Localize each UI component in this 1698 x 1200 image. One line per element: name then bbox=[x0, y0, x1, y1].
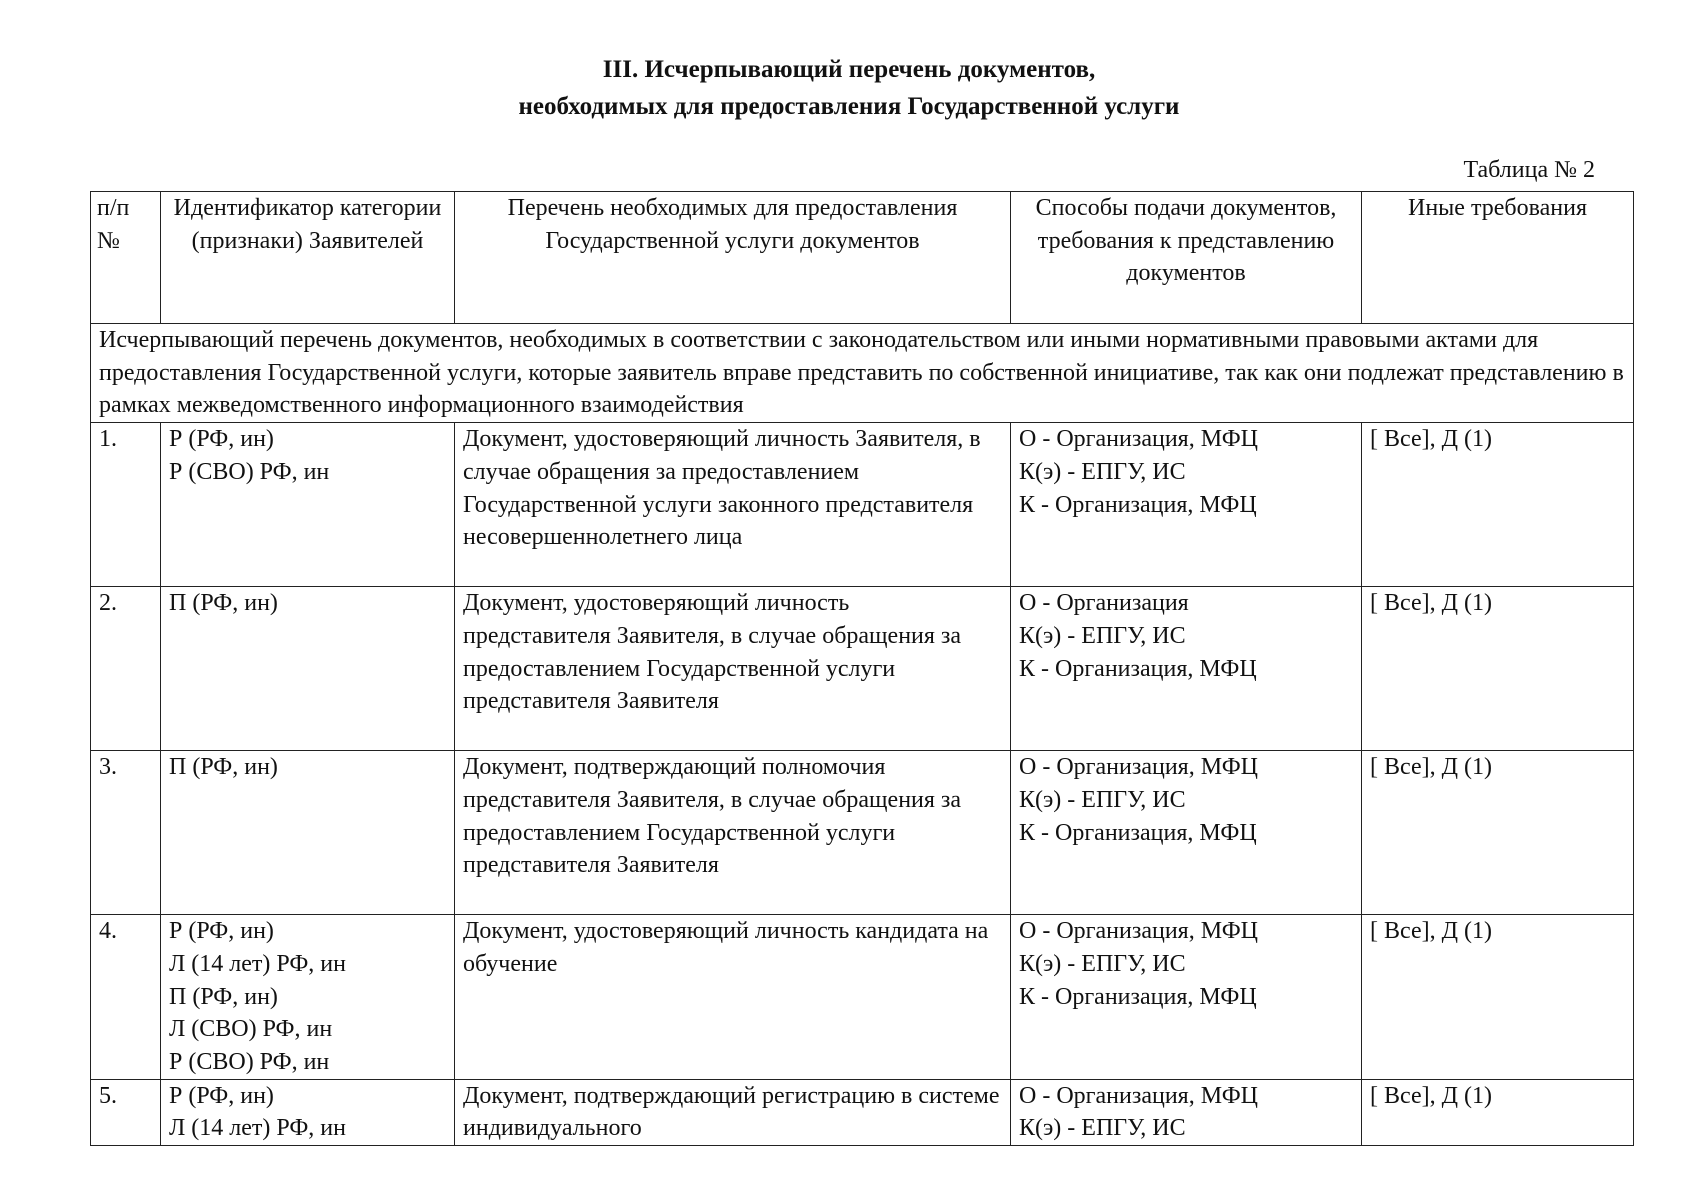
category-line: Л (14 лет) РФ, ин bbox=[169, 1115, 346, 1142]
row-category bbox=[161, 423, 455, 587]
header-other bbox=[1362, 192, 1634, 324]
row-document: Документ, удостоверяющий личность Заявителя, в случае обращения за предоставлением Государственной услуги законного представителя несовершеннолетнего лица bbox=[455, 423, 1011, 587]
category-line: Р (РФ, ин) bbox=[169, 1082, 274, 1109]
table-row bbox=[91, 587, 1634, 751]
category-line: Л (СВО) РФ, ин bbox=[169, 1016, 333, 1043]
category-line: Р (СВО) РФ, ин bbox=[169, 458, 330, 485]
row-category bbox=[161, 751, 455, 915]
row-number: 2. bbox=[91, 587, 161, 751]
table-row bbox=[91, 915, 1634, 1080]
header-documents bbox=[455, 192, 1011, 324]
header-documents-text: Перечень необходимых для предоставления Государственной услуги документов bbox=[507, 195, 958, 254]
category-line: П (РФ, ин) bbox=[169, 983, 278, 1010]
header-number bbox=[91, 192, 161, 324]
category-line: Р (СВО) РФ, ин bbox=[169, 1048, 330, 1075]
table-row bbox=[91, 751, 1634, 915]
method-line: К(э) - ЕПГУ, ИС bbox=[1019, 950, 1186, 977]
category-line: Р (РФ, ин) bbox=[169, 426, 274, 453]
row-methods bbox=[1011, 587, 1362, 751]
row-methods bbox=[1011, 915, 1362, 1080]
row-document: Документ, подтверждающий полномочия представителя Заявителя, в случае обращения за предоставлением Государственной услуги представителя Заявителя bbox=[455, 751, 1011, 915]
section-note-row bbox=[91, 324, 1634, 423]
row-document: Документ, удостоверяющий личность кандидата на обучение bbox=[455, 915, 1011, 1080]
table-header-row bbox=[91, 192, 1634, 324]
method-line: К - Организация, МФЦ bbox=[1019, 819, 1257, 846]
header-category-text: Идентификатор категории (признаки) Заявителей bbox=[173, 195, 442, 254]
section-title-line-2: необходимых для предоставления Государственной услуги bbox=[518, 93, 1180, 120]
method-line: К(э) - ЕПГУ, ИС bbox=[1019, 458, 1186, 485]
header-number-line-2: № bbox=[97, 227, 120, 254]
method-line: О - Организация, МФЦ bbox=[1019, 426, 1259, 453]
row-document: Документ, удостоверяющий личность представителя Заявителя, в случае обращения за предоставлением Государственной услуги представителя Заявителя bbox=[455, 587, 1011, 751]
header-number-line-1: п/п bbox=[97, 195, 130, 221]
row-number: 4. bbox=[91, 915, 161, 1080]
method-line: О - Организация, МФЦ bbox=[1019, 918, 1259, 945]
method-line: О - Организация, МФЦ bbox=[1019, 754, 1259, 781]
row-methods bbox=[1011, 423, 1362, 587]
row-category bbox=[161, 587, 455, 751]
method-line: К - Организация, МФЦ bbox=[1019, 491, 1257, 518]
method-line: К - Организация, МФЦ bbox=[1019, 655, 1257, 682]
category-line: Л (14 лет) РФ, ин bbox=[169, 950, 346, 977]
row-other: [ Все], Д (1) bbox=[1362, 587, 1634, 751]
header-methods-text: Способы подачи документов, требования к представлению документов bbox=[1035, 195, 1337, 287]
row-category bbox=[161, 1079, 455, 1145]
row-number: 1. bbox=[91, 423, 161, 587]
row-other: [ Все], Д (1) bbox=[1362, 423, 1634, 587]
section-note: Исчерпывающий перечень документов, необходимых в соответствии с законодательством или иными нормативными правовыми актами для предоставления Государственной услуги, которые заявитель вправе представить по собственной инициативе, так как они подлежат представлению в рамках межведомственного информационного взаимодействия bbox=[91, 324, 1634, 423]
method-line: К(э) - ЕПГУ, ИС bbox=[1019, 1115, 1186, 1142]
row-document: Документ, подтверждающий регистрацию в системе индивидуального bbox=[455, 1079, 1011, 1145]
method-line: К(э) - ЕПГУ, ИС bbox=[1019, 622, 1186, 649]
table-row bbox=[91, 423, 1634, 587]
row-other: [ Все], Д (1) bbox=[1362, 751, 1634, 915]
section-title-line-1: III. Исчерпывающий перечень документов, bbox=[602, 56, 1096, 83]
row-number: 5. bbox=[91, 1079, 161, 1145]
header-methods bbox=[1011, 192, 1362, 324]
category-line: П (РФ, ин) bbox=[169, 754, 278, 781]
documents-table bbox=[90, 191, 1634, 1146]
method-line: О - Организация, МФЦ bbox=[1019, 1082, 1259, 1109]
category-line: П (РФ, ин) bbox=[169, 590, 278, 617]
row-other: [ Все], Д (1) bbox=[1362, 1079, 1634, 1145]
method-line: К(э) - ЕПГУ, ИС bbox=[1019, 786, 1186, 813]
header-category bbox=[161, 192, 455, 324]
row-methods bbox=[1011, 751, 1362, 915]
row-other: [ Все], Д (1) bbox=[1362, 915, 1634, 1080]
row-category bbox=[161, 915, 455, 1080]
table-row bbox=[91, 1079, 1634, 1145]
method-line: О - Организация bbox=[1019, 590, 1189, 617]
category-line: Р (РФ, ин) bbox=[169, 918, 274, 945]
table-number-label: Таблица № 2 bbox=[1463, 157, 1595, 183]
header-other-text: Иные требования bbox=[1408, 195, 1587, 221]
row-number: 3. bbox=[91, 751, 161, 915]
method-line: К - Организация, МФЦ bbox=[1019, 983, 1257, 1010]
row-methods bbox=[1011, 1079, 1362, 1145]
